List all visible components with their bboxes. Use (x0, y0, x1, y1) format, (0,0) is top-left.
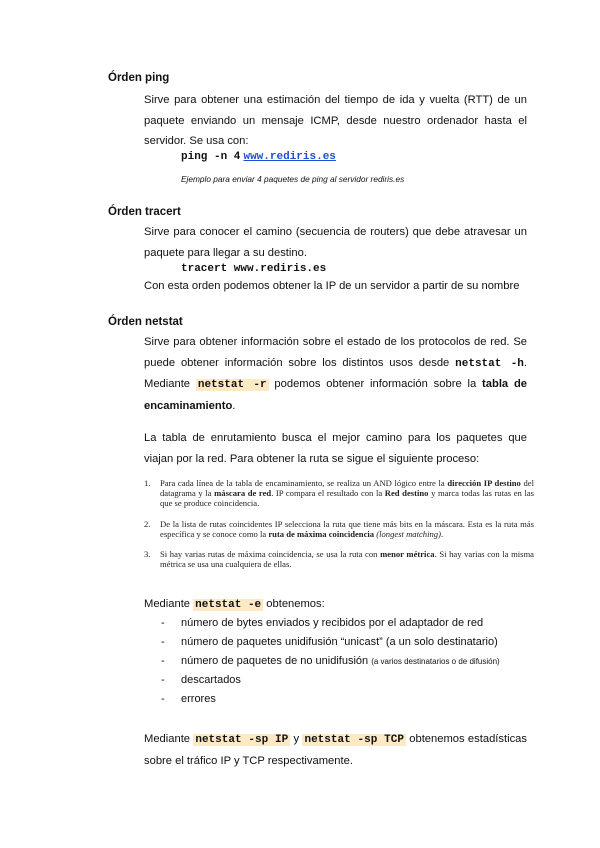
tracert-note: Con esta orden podemos obtener la IP de un servidor a partir de su nombre (144, 280, 520, 292)
netstat-e-command: netstat -e (195, 599, 262, 611)
netstat-sp-tcp-command: netstat -sp TCP (304, 734, 404, 746)
ping-heading: Órden ping (108, 72, 170, 84)
netstat-r-command: netstat -r (197, 379, 267, 391)
tracert-heading: Órden tracert (108, 206, 181, 218)
tracert-command: tracert www.rediris.es (181, 263, 327, 275)
netstat-h-command: netstat -h (455, 357, 524, 370)
netstat-description: Sirve para obtener información sobre el estado de los protocolos de red. Se puede obtener información sobre los distintos usos desde netstat -h. Mediante netstat -r podemos obtener información sobre la tabla de encaminamiento. (144, 336, 528, 412)
netstat-e-intro: Mediante netstat -e obtenemos: (144, 598, 325, 611)
ping-description: Sirve para obtener una estimación del tiempo de ida y vuelta (RTT) de un paquete enviando un mensaje ICMP, desde nuestro ordenador hasta el servidor. Se usa con: (144, 94, 527, 147)
ping-command (181, 150, 336, 163)
ping-command-text: ping -n 4 (181, 151, 241, 163)
netstat-sp-ip-command: netstat -sp IP (195, 734, 289, 746)
routing-intro: La tabla de enrutamiento busca el mejor camino para los paquetes que viajan por la red. Para obtener la ruta se sigue el siguiente proceso: (144, 432, 527, 465)
ping-caption: Ejemplo para enviar 4 paquetes de ping al servidor rediris.es (181, 174, 405, 184)
netstat-heading: Órden netstat (108, 316, 183, 328)
rediris-link[interactable]: www.rediris.es (243, 151, 336, 163)
routing-table-term: tabla de encaminamiento (144, 378, 528, 412)
tracert-description: Sirve para conocer el camino (secuencia de routers) que debe atravesar un paquete para llegar a su destino. (144, 226, 527, 259)
netstat-sp-paragraph: Mediante netstat -sp IP y netstat -sp TCP obtenemos estadísticas sobre el tráfico IP y TCP respectivamente. (144, 733, 527, 767)
